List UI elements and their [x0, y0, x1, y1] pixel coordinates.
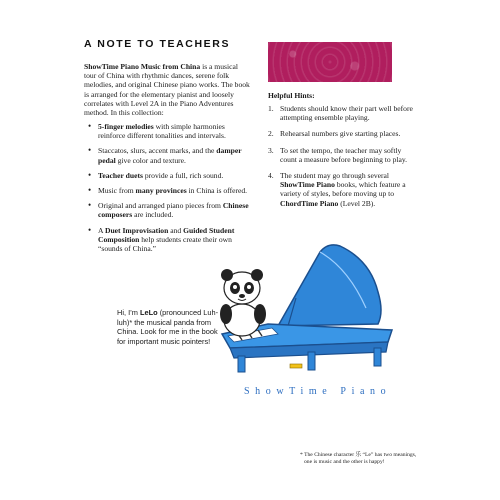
- list-item-text: with simple harmonies reinforce different tonalities and intervals.: [98, 122, 226, 141]
- panda-piano-illustration: [208, 238, 418, 378]
- lelo-text: (pronounced Luh-luh)* the musical panda from China. Look for me in the book for important music pointers!: [117, 308, 219, 346]
- hint-bold: ChordTime Piano: [280, 198, 339, 208]
- hint-number: 2.: [268, 129, 274, 139]
- hint-text: (Level 2B).: [338, 198, 376, 208]
- hint-number: 3.: [268, 145, 274, 155]
- intro-book-title: ShowTime Piano Music from China: [84, 62, 201, 71]
- hints-title: Helpful Hints:: [268, 91, 315, 100]
- piano-lid-icon: [278, 245, 381, 326]
- list-item-text: give color and texture.: [115, 155, 186, 165]
- list-item-bold: many provinces: [135, 186, 187, 196]
- hint-text: Rehearsal numbers give starting places.: [280, 129, 401, 139]
- list-item-bold: Teacher duets: [98, 170, 143, 180]
- list-item: [268, 129, 418, 138]
- list-item-bold: damper pedal: [98, 146, 242, 165]
- list-item-text: Staccatos, slurs, accent marks, and the: [98, 146, 217, 156]
- list-item: [268, 104, 418, 122]
- showtime-piano-brand: ShowTime Piano: [244, 386, 392, 397]
- list-item: [268, 171, 418, 208]
- list-item-bold: 5-finger melodies: [98, 122, 154, 131]
- panda-icon: [220, 269, 266, 336]
- footnote: [300, 452, 470, 466]
- list-item-text: are included.: [132, 210, 174, 220]
- list-item: [84, 171, 254, 180]
- hint-bold: ShowTime Piano: [280, 180, 335, 190]
- list-item: [84, 146, 254, 164]
- page-heading: A NOTE TO TEACHERS: [84, 38, 231, 50]
- hint-number: 1.: [268, 104, 274, 113]
- list-item-bold: Duet Improvisation: [104, 225, 169, 235]
- list-item-text: Original and arranged piano pieces from: [98, 201, 223, 211]
- footnote-line: one is music and the other is happy!: [304, 459, 385, 465]
- list-item-text: in China is offered.: [186, 186, 248, 196]
- intro-paragraph: [84, 62, 252, 117]
- hint-text: To set the tempo, the teacher may softly count a measure before beginning to play.: [280, 145, 408, 164]
- lelo-name: LeLo: [140, 308, 158, 317]
- list-item-bold: Chinese composers: [98, 201, 249, 220]
- decorative-banner: [268, 42, 392, 82]
- intro-text: is a musical tour of China with rhythmic dances, serene folk melodies, and original Chinese piano works. The book is arranged for the elementary pianist and loosely correlates with Level 2A in the Piano Adventures method. In this collection:: [84, 62, 250, 118]
- list-item-text: provide a full, rich sound.: [142, 170, 224, 180]
- list-item-text: and: [168, 225, 184, 235]
- list-item-text: A: [98, 225, 105, 235]
- hint-number: 4.: [268, 171, 274, 181]
- list-item: [84, 186, 254, 195]
- hint-text: books, which feature a variety of styles, before moving up to: [280, 180, 406, 199]
- list-item-text: Music from: [98, 186, 136, 196]
- hint-text: Students should know their part well before attempting ensemble playing.: [280, 104, 413, 123]
- list-item: [268, 146, 418, 164]
- list-item-text: help students create their own “sounds of China.”: [98, 234, 232, 254]
- hint-text: The student may go through several: [280, 171, 390, 181]
- hints-list: [268, 104, 418, 215]
- footnote-line: * The Chinese character 乐 “Le” has two meanings,: [300, 452, 417, 458]
- lelo-text: Hi, I’m: [117, 308, 140, 317]
- list-item: [84, 201, 254, 219]
- list-item: [84, 122, 254, 140]
- list-item-bold: Guided Student Composition: [98, 225, 235, 244]
